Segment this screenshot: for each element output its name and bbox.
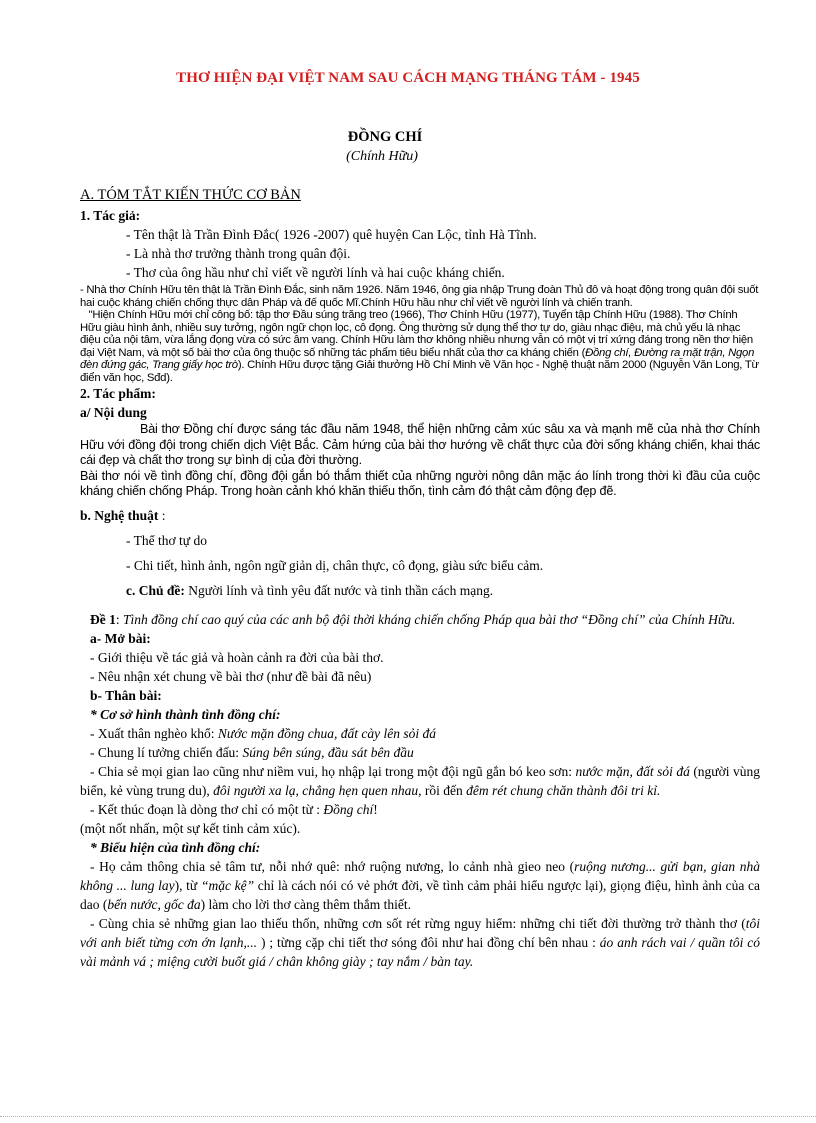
expr-text: ), từ bbox=[174, 877, 201, 893]
exercise-label: Đề 1 bbox=[90, 611, 116, 627]
works-text-end: ). Chính Hữu được tặng Giải thưởng Hồ Chí Minh về Văn học - Nghệ thuật năm 2000 (Nguyễn Văn Long, Từ điển văn học, Sđd). bbox=[80, 359, 759, 384]
page-bottom-border bbox=[0, 1116, 816, 1117]
basis-quote: đôi người xa lạ, chẳng hẹn quen nhau bbox=[213, 782, 419, 798]
works-paragraph bbox=[80, 309, 760, 384]
expr-text: ) ; từng cặp chi tiết thơ sóng đôi như hai đồng chí bên nhau : bbox=[257, 934, 600, 950]
content-paragraph: Bài thơ nói về tình đồng chí, đồng đội gắn bó thắm thiết của những người nông dân mặc áo lính trong thời kì đầu của cuộc kháng chiến chống Pháp. Trong hoàn cảnh khó khăn thiếu thốn, tình cảm đó thật cảm động đẹp đẽ. bbox=[80, 468, 760, 498]
expr-quote: bến nước, gốc đa bbox=[107, 896, 201, 912]
author-point: - Tên thật là Trần Đình Đắc( 1926 -2007) quê huyện Can Lộc, tỉnh Hà Tĩnh. bbox=[126, 227, 537, 242]
author-point: - Thơ của ông hầu như chỉ viết về người lính và hai cuộc kháng chiến. bbox=[126, 265, 505, 280]
basis-point bbox=[80, 762, 760, 800]
expr-quote: áo anh rách vai / quần tôi có vài mảnh vá ; miệng cười buốt giá / chân không giày ; tay nắm / bàn tay. bbox=[80, 934, 761, 969]
basis-quote: Súng bên súng, đầu sát bên đầu bbox=[242, 744, 414, 760]
basis-point bbox=[80, 724, 760, 743]
expression-point bbox=[80, 857, 760, 914]
basis-note: (một nốt nhấn, một sự kết tinh cảm xúc). bbox=[80, 820, 301, 836]
theme-text: Người lính và tình yêu đất nước và tinh thần cách mạng. bbox=[184, 582, 494, 598]
basis-text: - Chung lí tưởng chiến đấu: bbox=[90, 744, 243, 760]
author-point: - Là nhà thơ trưởng thành trong quân đội. bbox=[126, 246, 351, 261]
poem-author: (Chính Hữu) bbox=[346, 149, 418, 164]
expr-text: - Cùng chia sẻ những gian lao thiếu thốn, những cơn sốt rét rừng nguy hiểm: những chi tiết đời thường trở thành thơ ( bbox=[90, 915, 746, 931]
heading-works: 2. Tác phẩm: bbox=[80, 386, 156, 401]
works-titles: Đồng chí, Đường ra mặt trận, Ngọn đèn đứng gác, Trang giấy học trò bbox=[80, 346, 755, 371]
heading-art bbox=[80, 506, 760, 525]
heading-content: a/ Nội dung bbox=[80, 405, 147, 420]
basis-heading: * Cơ sở hình thành tình đồng chí: bbox=[90, 706, 281, 722]
expression-heading: * Biểu hiện của tình đồng chí: bbox=[90, 839, 261, 855]
page-header: THƠ HIỆN ĐẠI VIỆT NAM SAU CÁCH MẠNG THÁNG TÁM - 1945 bbox=[176, 70, 640, 86]
content-block bbox=[80, 422, 760, 500]
expr-quote: ruộng nương... gửi bạn, gian nhà không ... lung lay bbox=[80, 858, 761, 893]
expr-text: - Họ cảm thông chia sẻ tâm tư, nỗi nhớ quê: nhớ ruộng nương, lo cảnh nhà gieo neo ( bbox=[90, 858, 575, 874]
expr-text: chỉ là cách nói có vẻ phớt đời, về tình cảm phải hiểu ngược lại), giọng điệu, hình ảnh của ca dao ( bbox=[80, 877, 760, 912]
theme-label: c. Chủ đề: bbox=[126, 582, 185, 598]
opening-point: - Giới thiệu về tác giả và hoàn cảnh ra đời của bài thơ. bbox=[90, 649, 384, 665]
art-colon: : bbox=[158, 507, 166, 523]
exercise-text: Tình đồng chí cao quý của các anh bộ đội thời kháng chiến chống Pháp qua bài thơ “Đồng chí” của Chính Hữu. bbox=[123, 611, 736, 627]
basis-quote: Đồng chí bbox=[323, 801, 374, 817]
bio-block bbox=[80, 284, 760, 384]
heading-author: 1. Tác giả: bbox=[80, 208, 141, 223]
basis-text: - Kết thúc đoạn là dòng thơ chỉ có một từ : bbox=[90, 801, 324, 817]
basis-point bbox=[80, 743, 760, 762]
basis-text: ! bbox=[373, 801, 378, 817]
body-heading: b- Thân bài: bbox=[90, 687, 162, 703]
exercise-1 bbox=[90, 610, 760, 629]
basis-text: - Xuất thân nghèo khổ: bbox=[90, 725, 218, 741]
content-paragraph bbox=[80, 422, 760, 469]
art-point: - Thể thơ tự do bbox=[126, 532, 207, 548]
basis-quote: nước mặn, đất sỏi đá bbox=[575, 763, 690, 779]
section-a-heading: A. TÓM TẮT KIẾN THỨC CƠ BẢN bbox=[80, 187, 301, 203]
basis-point bbox=[80, 800, 760, 819]
expr-quote: “mặc kệ” bbox=[200, 877, 255, 893]
content-text: Bài thơ Đồng chí được sáng tác đầu năm 1948, thể hiện những cảm xúc sâu xa và mạnh mẽ của nhà thơ Chính Hữu với đồng đội trong chiến dịch Việt Bắc. Cảm hứng của bài thơ hướng về chất thực của đời sống kháng chiến, khai thác cái đẹp và chất thơ trong sự bình dị của đời thường. bbox=[80, 422, 760, 467]
exercise-sep: : bbox=[115, 611, 124, 627]
basis-quote: đêm rét chung chăn thành đôi tri kỉ. bbox=[466, 782, 661, 798]
expr-quote: tôi với anh biết từng cơn ớn lạnh,... bbox=[80, 915, 760, 950]
opening-heading: a- Mở bài: bbox=[90, 630, 151, 646]
expression-point bbox=[80, 914, 760, 971]
poem-title: ĐỒNG CHÍ bbox=[347, 129, 423, 145]
art-label: b. Nghệ thuật bbox=[80, 507, 159, 523]
opening-point: - Nêu nhận xét chung về bài thơ (như đề bài đã nêu) bbox=[90, 668, 372, 684]
theme-line bbox=[80, 581, 760, 600]
basis-text: (người vùng biển, kẻ vùng trung du), bbox=[80, 763, 760, 798]
basis-quote: Nước mặn đồng chua, đất cày lên sỏi đá bbox=[217, 725, 437, 741]
expr-text: ) làm cho lời thơ càng thêm thắm thiết. bbox=[200, 896, 412, 912]
basis-text: , rồi đến bbox=[418, 782, 467, 798]
bio-paragraph: - Nhà thơ Chính Hữu tên thật là Trần Đình Đắc, sinh năm 1926. Năm 1946, ông gia nhập Trung đoàn Thủ đô và hoạt động trong quân đội suốt hai cuộc kháng chiến chống thực dân Pháp và đế quốc Mĩ.Chính Hữu hầu như chỉ viết về người lính và chiến tranh. bbox=[80, 284, 759, 309]
works-text: "Hiện Chính Hữu mới chỉ công bố: tập thơ Đầu súng trăng treo (1966), Thơ Chính Hữu (1977), Tuyển tập Chính Hữu (1988). Thơ Chính Hữu giàu hình ảnh, nhiều suy tưởng, ngôn ngữ chọn lọc, cô đọng. Ông thường sử dụng thể thơ tự do, giàu nhạc điệu, mà chủ yếu là nhạc điệu của nội tâm, vừa lắng đọng vừa có sức âm vang. Chính Hữu làm thơ không nhiều nhưng vẫn có một vị trí xứng đáng trong nền thơ hiện đại Việt Nam, và một số bài thơ của ông thuộc số những tác phẩm tiêu biểu nhất của thơ ca kháng chiến ( bbox=[80, 309, 753, 359]
art-point: - Chi tiết, hình ảnh, ngôn ngữ giản dị, chân thực, cô đọng, giàu sức biểu cảm. bbox=[126, 557, 544, 573]
document-body bbox=[80, 186, 760, 971]
basis-text: - Chia sẻ mọi gian lao cũng như niềm vui, họ nhập lại trong một đội ngũ gắn bó keo sơn: bbox=[90, 763, 576, 779]
